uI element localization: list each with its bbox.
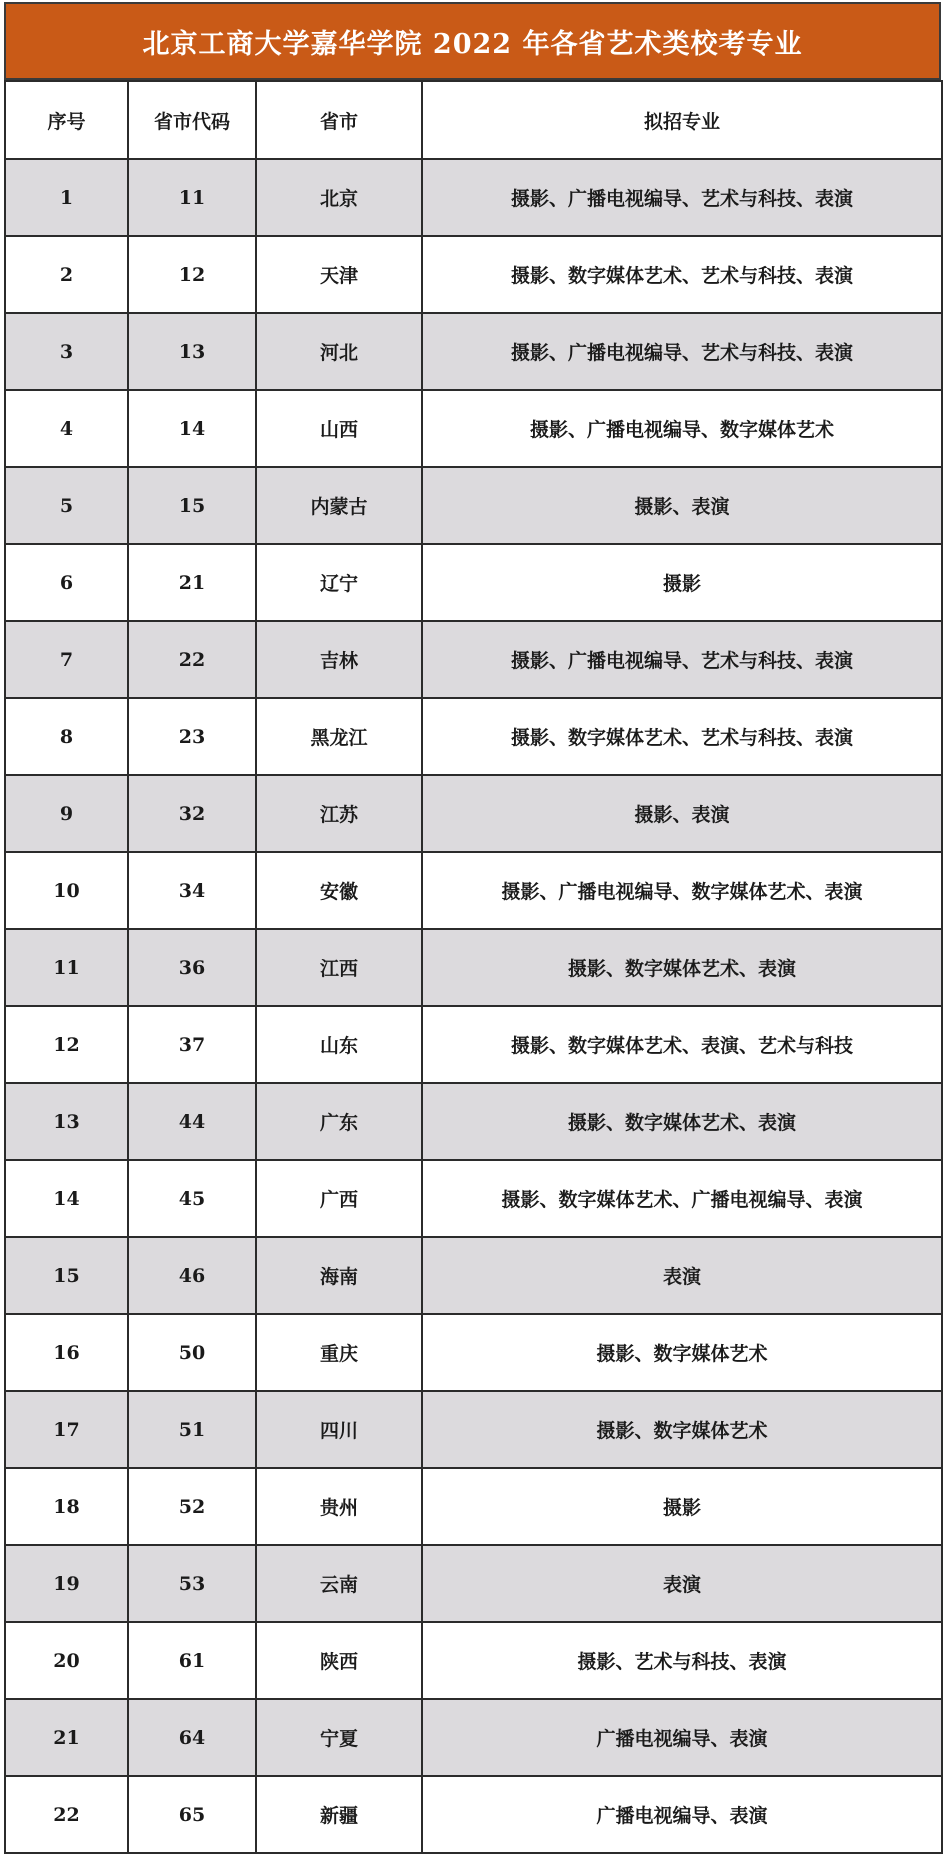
cell-seq: 18 — [5, 1468, 128, 1545]
cell-code: 45 — [128, 1160, 256, 1237]
table-row — [5, 1468, 942, 1545]
cell-province: 河北 — [256, 313, 422, 390]
cell-majors: 广播电视编导、表演 — [422, 1776, 942, 1853]
table-row — [5, 698, 942, 775]
table-row — [5, 159, 942, 236]
table-body — [5, 159, 942, 1853]
cell-code: 22 — [128, 621, 256, 698]
cell-code: 32 — [128, 775, 256, 852]
cell-seq: 22 — [5, 1776, 128, 1853]
cell-majors: 摄影、广播电视编导、数字媒体艺术、表演 — [422, 852, 942, 929]
cell-seq: 8 — [5, 698, 128, 775]
table-row — [5, 313, 942, 390]
cell-province: 陕西 — [256, 1622, 422, 1699]
table-header — [5, 81, 942, 159]
table-row — [5, 1160, 942, 1237]
table-row — [5, 775, 942, 852]
cell-seq: 9 — [5, 775, 128, 852]
document-title: 北京工商大学嘉华学院 2022 年各省艺术类校考专业 — [142, 28, 803, 60]
header-code: 省市代码 — [128, 81, 256, 159]
table-row — [5, 852, 942, 929]
cell-province: 内蒙古 — [256, 467, 422, 544]
cell-majors: 摄影、数字媒体艺术、广播电视编导、表演 — [422, 1160, 942, 1237]
cell-code: 46 — [128, 1237, 256, 1314]
cell-majors: 摄影、广播电视编导、艺术与科技、表演 — [422, 159, 942, 236]
cell-seq: 6 — [5, 544, 128, 621]
cell-province: 天津 — [256, 236, 422, 313]
cell-seq: 5 — [5, 467, 128, 544]
cell-code: 61 — [128, 1622, 256, 1699]
cell-majors: 摄影、广播电视编导、数字媒体艺术 — [422, 390, 942, 467]
cell-seq: 12 — [5, 1006, 128, 1083]
cell-seq: 19 — [5, 1545, 128, 1622]
cell-code: 51 — [128, 1391, 256, 1468]
cell-province: 重庆 — [256, 1314, 422, 1391]
cell-province: 新疆 — [256, 1776, 422, 1853]
cell-majors: 摄影、数字媒体艺术、表演、艺术与科技 — [422, 1006, 942, 1083]
cell-province: 山西 — [256, 390, 422, 467]
cell-seq: 21 — [5, 1699, 128, 1776]
table-row — [5, 544, 942, 621]
cell-code: 64 — [128, 1699, 256, 1776]
cell-code: 12 — [128, 236, 256, 313]
cell-province: 云南 — [256, 1545, 422, 1622]
cell-code: 44 — [128, 1083, 256, 1160]
cell-majors: 摄影、表演 — [422, 775, 942, 852]
cell-majors: 摄影 — [422, 544, 942, 621]
cell-province: 海南 — [256, 1237, 422, 1314]
cell-majors: 摄影、数字媒体艺术、表演 — [422, 1083, 942, 1160]
table-row — [5, 1006, 942, 1083]
cell-province: 吉林 — [256, 621, 422, 698]
table-row — [5, 467, 942, 544]
cell-seq: 17 — [5, 1391, 128, 1468]
cell-majors: 摄影、广播电视编导、艺术与科技、表演 — [422, 313, 942, 390]
table-row — [5, 1622, 942, 1699]
cell-seq: 20 — [5, 1622, 128, 1699]
cell-province: 江苏 — [256, 775, 422, 852]
table-row — [5, 390, 942, 467]
cell-province: 贵州 — [256, 1468, 422, 1545]
table-row — [5, 1083, 942, 1160]
cell-seq: 2 — [5, 236, 128, 313]
cell-seq: 7 — [5, 621, 128, 698]
cell-code: 21 — [128, 544, 256, 621]
cell-majors: 表演 — [422, 1545, 942, 1622]
cell-code: 14 — [128, 390, 256, 467]
cell-seq: 11 — [5, 929, 128, 1006]
cell-code: 13 — [128, 313, 256, 390]
cell-province: 四川 — [256, 1391, 422, 1468]
cell-code: 15 — [128, 467, 256, 544]
table-row — [5, 1776, 942, 1853]
cell-majors: 摄影、广播电视编导、艺术与科技、表演 — [422, 621, 942, 698]
table-row — [5, 1314, 942, 1391]
cell-code: 52 — [128, 1468, 256, 1545]
header-row — [5, 81, 942, 159]
cell-majors: 摄影、数字媒体艺术 — [422, 1314, 942, 1391]
cell-seq: 15 — [5, 1237, 128, 1314]
cell-majors: 表演 — [422, 1237, 942, 1314]
cell-seq: 16 — [5, 1314, 128, 1391]
cell-majors: 摄影 — [422, 1468, 942, 1545]
cell-seq: 10 — [5, 852, 128, 929]
cell-province: 山东 — [256, 1006, 422, 1083]
cell-province: 江西 — [256, 929, 422, 1006]
header-majors: 拟招专业 — [422, 81, 942, 159]
cell-seq: 13 — [5, 1083, 128, 1160]
cell-majors: 摄影、数字媒体艺术、表演 — [422, 929, 942, 1006]
table-row — [5, 1391, 942, 1468]
table-row — [5, 1237, 942, 1314]
cell-seq: 14 — [5, 1160, 128, 1237]
majors-table — [4, 80, 943, 1854]
table-row — [5, 621, 942, 698]
table-row — [5, 929, 942, 1006]
cell-code: 37 — [128, 1006, 256, 1083]
cell-code: 65 — [128, 1776, 256, 1853]
table-row — [5, 236, 942, 313]
cell-province: 北京 — [256, 159, 422, 236]
header-seq: 序号 — [5, 81, 128, 159]
cell-seq: 1 — [5, 159, 128, 236]
cell-province: 黑龙江 — [256, 698, 422, 775]
cell-code: 53 — [128, 1545, 256, 1622]
cell-majors: 摄影、表演 — [422, 467, 942, 544]
cell-province: 宁夏 — [256, 1699, 422, 1776]
table-row — [5, 1545, 942, 1622]
cell-province: 安徽 — [256, 852, 422, 929]
cell-province: 广东 — [256, 1083, 422, 1160]
cell-seq: 4 — [5, 390, 128, 467]
cell-majors: 摄影、数字媒体艺术、艺术与科技、表演 — [422, 236, 942, 313]
cell-code: 11 — [128, 159, 256, 236]
cell-majors: 广播电视编导、表演 — [422, 1699, 942, 1776]
cell-province: 辽宁 — [256, 544, 422, 621]
cell-majors: 摄影、数字媒体艺术、艺术与科技、表演 — [422, 698, 942, 775]
cell-majors: 摄影、数字媒体艺术 — [422, 1391, 942, 1468]
cell-majors: 摄影、艺术与科技、表演 — [422, 1622, 942, 1699]
cell-code: 36 — [128, 929, 256, 1006]
title-banner — [4, 2, 941, 80]
cell-seq: 3 — [5, 313, 128, 390]
cell-code: 23 — [128, 698, 256, 775]
cell-province: 广西 — [256, 1160, 422, 1237]
header-province: 省市 — [256, 81, 422, 159]
table-row — [5, 1699, 942, 1776]
cell-code: 34 — [128, 852, 256, 929]
cell-code: 50 — [128, 1314, 256, 1391]
